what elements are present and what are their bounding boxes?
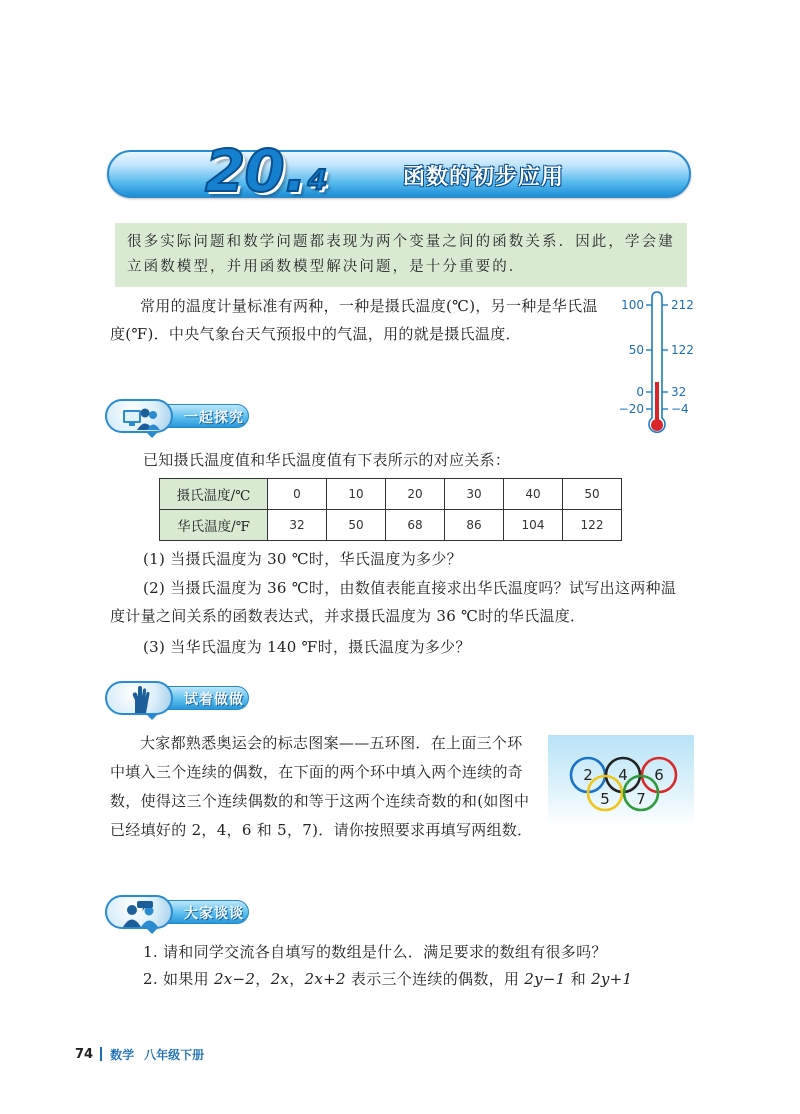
math-expression: 2y−1 [524,970,566,988]
olympic-rings-figure [548,735,694,827]
ring-number: 2 [583,766,593,784]
olympic-paragraph: 大家都熟悉奥运会的标志图案——五环图．在上面三个环中填入三个连续的偶数，在下面的两个环中填入两个连续的奇数，使得这三个连续偶数的和等于这两个连续奇数的和(如图中已经填好的 2，4，6 和 5，7)．请你按照要求再填写两组数． [110,734,533,839]
math-expression: 2y+1 [591,970,633,988]
celsius-label-100: 100 [621,298,644,312]
table-row-header: 摄氏温度/℃ [160,479,268,510]
table-row-header: 华氏温度/℉ [160,510,268,541]
table-cell: 68 [386,510,445,541]
footer-divider [100,1047,102,1061]
ring-number: 5 [600,790,610,808]
section-number-major: 20 [205,137,284,205]
activity-try-label [105,681,275,715]
fahrenheit-label-minus4: −4 [671,402,689,416]
temperature-paragraph: 常用的温度计量标准有两种，一种是摄氏温度(℃)，另一种是华氏温度(℉)．中央气象台天气预报中的气温，用的就是摄氏温度． [110,297,598,343]
activity-explore-text: 一起探究 [184,410,244,426]
talk-item-text: 表示三个连续的偶数，用 [345,970,525,988]
table-cell: 86 [445,510,504,541]
table-cell: 40 [504,479,563,510]
table-intro: 已知摄氏温度值和华氏温度值有下表所示的对应关系： [143,451,511,469]
celsius-label-0: 0 [636,385,644,399]
math-expression: 2x [270,970,290,988]
talk-item-1 [143,938,703,966]
talk-item-separator: ， [255,970,271,988]
ring-number: 6 [654,766,664,784]
talk-item-text: 和 [565,970,592,988]
talk-item-number: 1. [143,943,163,961]
section-banner [107,150,691,198]
question-3: (3) 当华氏温度为 140 ℉时，摄氏温度为多少？ [143,638,471,656]
temperature-table [159,478,622,541]
thermometer-figure [612,290,722,440]
table-cell: 30 [445,479,504,510]
people-at-computer-icon [121,404,161,432]
celsius-label-minus20: −20 [618,402,644,416]
talk-item-number: 2. [143,970,163,988]
intro-box: 很多实际问题和数学问题都表现为两个变量之间的函数关系．因此，学会建立函数模型，并用函数模型解决问题，是十分重要的． [115,223,687,287]
section-number-dot: . [284,137,307,205]
fahrenheit-label-212: 212 [671,298,694,312]
question-1: (1) 当摄氏温度为 30 ℃时，华氏温度为多少？ [143,550,462,568]
activity-talk-label [105,895,275,929]
thermometer-mercury [655,382,659,422]
table-cell: 32 [268,510,327,541]
table-cell: 50 [563,479,622,510]
table-cell: 0 [268,479,327,510]
ring-number: 7 [636,790,646,808]
table-cell: 20 [386,479,445,510]
table-cell: 104 [504,510,563,541]
talk-item-separator: ， [289,970,305,988]
fahrenheit-label-122: 122 [671,343,694,357]
section-number-minor: 4 [307,163,328,196]
section-number [205,128,328,205]
ring-number: 4 [618,766,628,784]
table-row [160,510,622,541]
raised-hand-icon [121,686,161,714]
activity-talk-text: 大家谈谈 [184,906,244,922]
activity-explore-label [105,399,275,433]
activity-try-text: 试着做做 [184,692,244,708]
math-expression: 2x−2 [213,970,256,988]
page-number: 74 [75,1046,94,1062]
talk-item-text: 请和同学交流各自填写的数组是什么．满足要求的数组有很多吗？ [162,943,607,961]
section-title: 函数的初步应用 [403,165,565,190]
table-row [160,479,622,510]
table-cell: 122 [563,510,622,541]
page-footer [75,1044,204,1064]
people-talking-icon [121,900,161,928]
footer-subject: 数学 [110,1047,135,1062]
table-cell: 50 [327,510,386,541]
talk-item-2 [143,965,703,993]
thermometer-bulb [651,419,663,431]
fahrenheit-label-32: 32 [671,385,687,399]
talk-item-text: 如果用 [162,970,214,988]
math-expression: 2x+2 [304,970,346,988]
table-cell: 10 [327,479,386,510]
question-2: (2) 当摄氏温度为 36 ℃时，由数值表能直接求出华氏温度吗？试写出这两种温度计量之间关系的函数表达式，并求摄氏温度为 36 ℃时的华氏温度． [110,579,677,625]
footer-book-title: 八年级下册 [144,1047,205,1062]
celsius-label-50: 50 [628,343,644,357]
